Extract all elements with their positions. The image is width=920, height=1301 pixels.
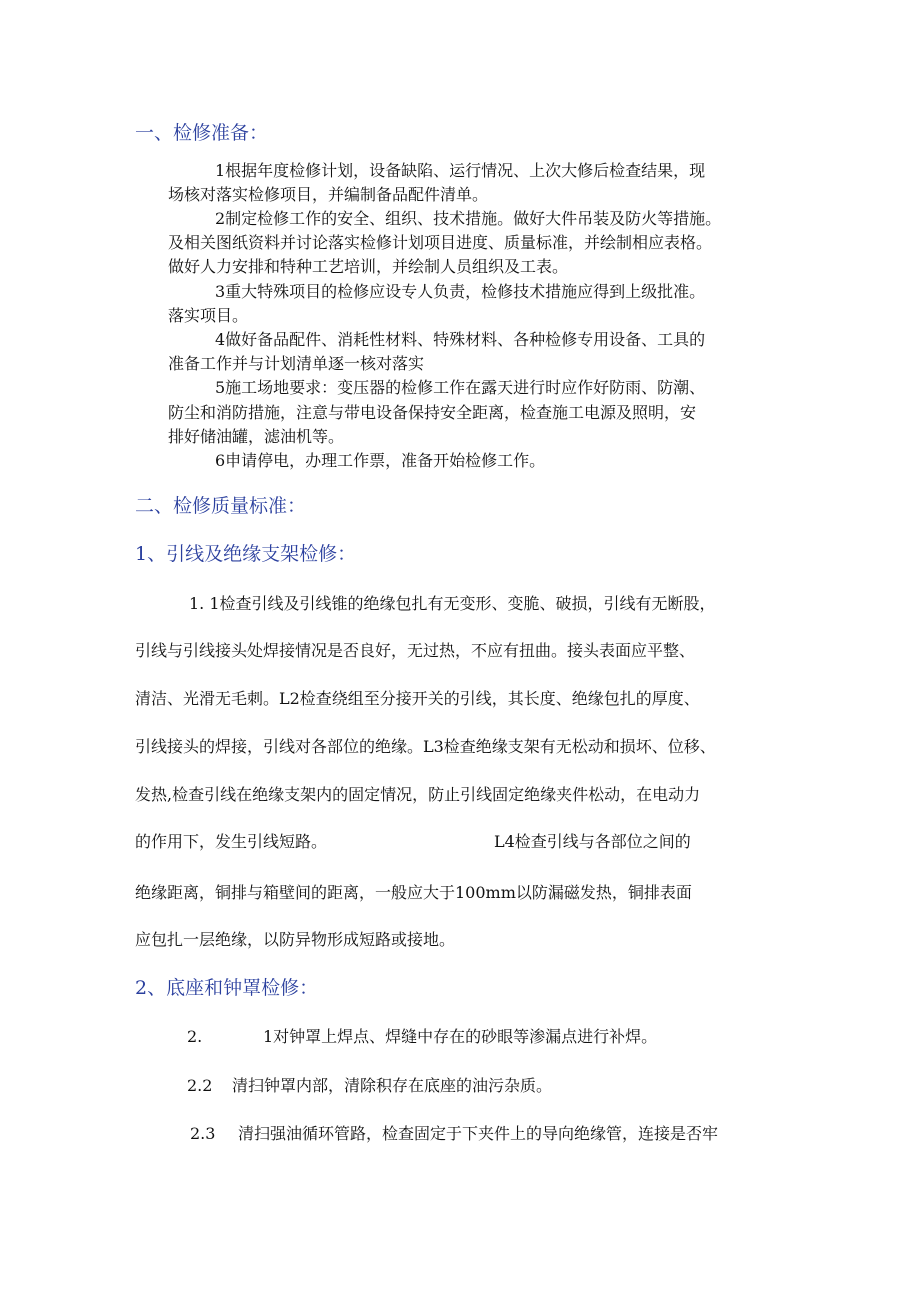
paragraph-line: 绝缘距离，铜排与箱壁间的距离，一般应大于100mm以防漏磁发热，铜排表面 xyxy=(135,883,692,902)
subsection-heading-base-and-cover: 2、底座和钟罩检修： xyxy=(135,977,319,999)
paragraph-line: 引线与引线接头处焊接情况是否良好，无过热，不应有扭曲。接头表面应平整、 xyxy=(135,641,696,660)
list-item-number: 2.2 xyxy=(187,1076,213,1095)
list-item-text: 清扫强油循环管路，检查固定于下夹件上的导向绝缘管，连接是否牢 xyxy=(238,1124,719,1143)
list-item-text: 1对钟罩上焊点、焊缝中存在的砂眼等渗漏点进行补焊。 xyxy=(263,1027,658,1046)
section-heading-preparation: 一、检修准备： xyxy=(135,122,269,144)
paragraph-line: 5施工场地要求：变压器的检修工作在露天进行时应作好防雨、防潮、 xyxy=(215,378,706,397)
paragraph-line: 场核对落实检修项目，并编制备品配件清单。 xyxy=(168,185,489,204)
paragraph-line: 做好人力安排和特种工艺培训，并绘制人员组织及工表。 xyxy=(168,257,569,276)
paragraph-line: 2制定检修工作的安全、组织、技术措施。做好大件吊装及防火等措施。 xyxy=(215,209,722,228)
paragraph-line: 应包扎一层绝缘，以防异物形成短路或接地。 xyxy=(135,930,456,949)
list-item-number: 2. xyxy=(187,1027,203,1046)
paragraph-line: 发热,检查引线在绝缘支架内的固定情况，防止引线固定绝缘夹件松动，在电动力 xyxy=(135,785,701,804)
paragraph-line: 清洁、光滑无毛刺。L2检查绕组至分接开关的引线，其长度、绝缘包扎的厚度、 xyxy=(135,689,700,708)
paragraph-line: 防尘和消防措施，注意与带电设备保持安全距离，检查施工电源及照明，安 xyxy=(168,403,697,422)
paragraph-line: 1根据年度检修计划，设备缺陷、运行情况、上次大修后检查结果，现 xyxy=(215,161,706,180)
paragraph-line: 引线接头的焊接，引线对各部位的绝缘。L3检查绝缘支架有无松动和损坏、位移、 xyxy=(135,737,716,756)
subsection-heading-leads: 1、引线及绝缘支架检修： xyxy=(135,543,357,565)
list-item-text: 清扫钟罩内部，清除积存在底座的油污杂质。 xyxy=(232,1076,553,1095)
paragraph-line: 准备工作并与计划清单逐一核对落实 xyxy=(168,354,425,373)
paragraph-line: 的作用下，发生引线短路。 xyxy=(135,832,328,851)
paragraph-line: 落实项目。 xyxy=(168,306,249,325)
paragraph-line: 3重大特殊项目的检修应设专人负责，检修技术措施应得到上级批准。 xyxy=(215,282,706,301)
paragraph-line: 4做好备品配件、消耗性材料、特殊材料、各种检修专用设备、工具的 xyxy=(215,330,706,349)
paragraph-line: 及相关图纸资料并讨论落实检修计划项目进度、质量标准，并绘制相应表格。 xyxy=(168,233,713,252)
paragraph-line: 1. 1检查引线及引线锥的绝缘包扎有无变形、变脆、破损，引线有无断股， xyxy=(189,594,716,613)
paragraph-line: L4检查引线与各部位之间的 xyxy=(494,832,691,851)
paragraph-line: 6申请停电，办理工作票，准备开始检修工作。 xyxy=(215,451,546,470)
paragraph-line: 排好储油罐，滤油机等。 xyxy=(168,427,345,446)
list-item-number: 2.3 xyxy=(190,1124,216,1143)
section-heading-quality-standards: 二、检修质量标准： xyxy=(135,495,307,517)
